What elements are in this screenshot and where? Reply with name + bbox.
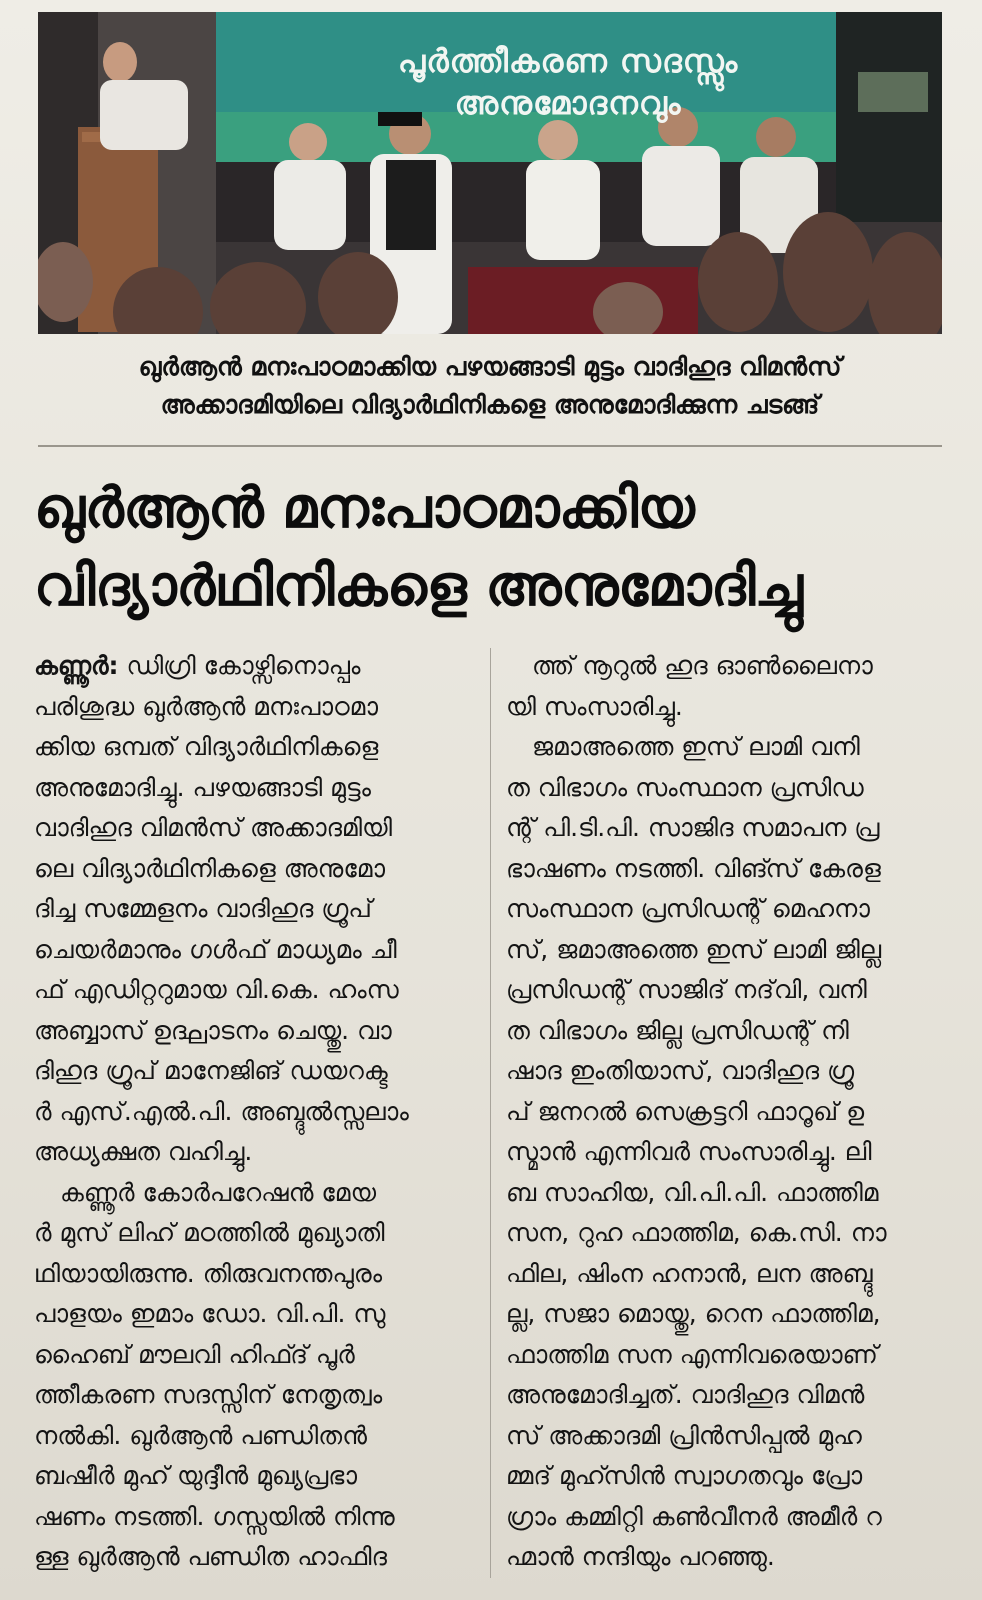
- article-line: അനുമോദിച്ചത്. വാദിഹുദ വിമൻ: [506, 1380, 865, 1409]
- article-line: കണ്ണൂർ: ഡിഗ്രി കോഴ്സിനൊപ്പം: [34, 651, 361, 680]
- article-line: അബ്ബാസ് ഉദ്ഘാടനം ചെയ്തു. വാ: [34, 1015, 392, 1045]
- article-line: ഷാദ ഇംതിയാസ്, വാദിഹുദ ഗ്രൂ: [506, 1056, 855, 1085]
- article-line: ഭാഷണം നടത്തി. വിങ്സ് കേരള: [506, 853, 881, 883]
- article-line: അധ്യക്ഷത വഹിച്ചു.: [34, 1137, 253, 1166]
- caption-line-1: ഖുർആൻ മനഃപാഠമാക്കിയ പഴയങ്ങാടി മുട്ടം വാദിഹുദ വിമൻസ്: [138, 352, 842, 381]
- banner-line-2: അനുമോദനവും: [454, 84, 682, 122]
- article-line: പാളയം ഇമാം ഡോ. വി.പി. സു: [34, 1299, 386, 1328]
- article-line: ഹ്മാൻ നന്ദിയും പറഞ്ഞു.: [506, 1542, 775, 1571]
- article-line: ചെയർമാനും ഗൾഫ് മാധ്യമം ചീ: [34, 934, 397, 964]
- article-line: പ്രസിഡന്റ് സാജിദ് നദ്‌വി, വനി: [506, 975, 867, 1004]
- article-line: ലെ വിദ്യാർഥിനികളെ അനുമോ: [34, 853, 386, 883]
- headline-line-1: ഖുർആൻ മനഃപാഠമാക്കിയ: [34, 476, 695, 541]
- article-line: ദിച്ച സമ്മേളനം വാദിഹുദ ഗ്രൂപ്: [34, 894, 372, 923]
- article-line: ഫ് എഡിറ്ററുമായ വി.കെ. ഹംസ: [34, 975, 399, 1004]
- article-line: ത്തീകരണ സദസ്സിന് നേതൃത്വം: [34, 1380, 383, 1409]
- article-line: യി സംസാരിച്ചു.: [506, 691, 683, 721]
- article-column-right: [506, 646, 942, 1578]
- article-line: ഫില, ഷിംന ഹനാൻ, ലന അബ്ദു: [506, 1258, 873, 1288]
- banner-line-1: പൂർത്തീകരണ സദസ്സും: [397, 42, 739, 80]
- article-line: ർ മുസ് ലിഹ് മഠത്തിൽ മുഖ്യാതി: [34, 1218, 385, 1247]
- article-line: കണ്ണൂർ കോർപറേഷൻ മേയ: [60, 1177, 376, 1207]
- article-line: ഷണം നടത്തി. ഗസ്സയിൽ നിന്നു: [34, 1501, 395, 1531]
- article-line: സന, റുഹ ഫാത്തിമ, കെ.സി. നാ: [506, 1218, 887, 1247]
- article-line: സ് അക്കാദമി പ്രിൻസിപ്പൽ മുഹ: [506, 1420, 862, 1450]
- headline: [34, 470, 944, 626]
- article-line: ത്ത് നൂറുൽ ഹുദ ഓൺലൈനാ: [532, 651, 873, 680]
- section-divider: [38, 445, 942, 447]
- column-divider: [490, 648, 491, 1578]
- article-line: ർ എസ്.എൽ.പി. അബ്ദുൽസ്സലാം: [34, 1096, 409, 1126]
- article-line: ത വിഭാഗം സംസ്ഥാന പ്രസിഡ: [506, 772, 864, 802]
- article-line: ഫാത്തിമ സന എന്നിവരെയാണ്: [506, 1339, 878, 1369]
- article-line: ല്ല, സജാ മൊയ്തു, റെന ഫാത്തിമ,: [506, 1299, 881, 1328]
- event-photo: [38, 12, 942, 334]
- photo-caption: [40, 348, 940, 424]
- article-column-left: [34, 646, 474, 1578]
- article-line: ക്കിയ ഒമ്പത് വിദ്യാർഥിനികളെ: [34, 732, 379, 761]
- article-line: വാദിഹുദ വിമൻസ് അക്കാദമിയി: [34, 813, 393, 842]
- article-line: ഹൈബ് മൗലവി ഹിഫ്ദ് പൂർ: [34, 1339, 355, 1369]
- article-line: ദിഹുദ ഗ്രൂപ് മാനേജിങ് ഡയറക്ട: [34, 1056, 388, 1085]
- dateline: കണ്ണൂർ:: [34, 651, 119, 680]
- caption-line-2: അക്കാദമിയിലെ വിദ്യാർഥിനികളെ അനുമോദിക്കുന്ന ചടങ്ങ്: [160, 390, 820, 419]
- article-line: ജമാഅത്തെ ഇസ് ലാമി വനി: [532, 732, 860, 761]
- article-line: മ്മദ് മുഹ്സിൻ സ്വാഗതവും പ്രോ: [506, 1461, 863, 1490]
- article-line: ത വിഭാഗം ജില്ല പ്രസിഡന്റ് നി: [506, 1015, 849, 1045]
- article-line: ഗ്രാം കമ്മിറ്റി കൺവീനർ അമീർ റ: [506, 1501, 882, 1531]
- headline-line-2: വിദ്യാർഥിനികളെ അനുമോദിച്ചു: [34, 554, 803, 619]
- article-line: പരിശുദ്ധ ഖുർആൻ മനഃപാഠമാ: [34, 691, 378, 721]
- article-line: ള്ള ഖുർആൻ പണ്ഡിത ഹാഫിദ: [34, 1542, 387, 1571]
- article-line: ഥിയായിരുന്നു. തിരുവനന്തപുരം: [34, 1258, 383, 1288]
- article-line: സംസ്ഥാന പ്രസിഡന്റ് മെഹനാ: [506, 894, 870, 923]
- article-line: സ്മാൻ എന്നിവർ സംസാരിച്ചു. ലി: [506, 1137, 872, 1166]
- article-line: ബ സാഹിയ, വി.പി.പി. ഫാത്തിമ: [506, 1177, 879, 1207]
- article-line: നൽകി. ഖുർആൻ പണ്ഡിതൻ: [34, 1420, 367, 1450]
- banner-text: [288, 40, 848, 124]
- article-line: ന്റ് പി.ടി.പി. സാജിദ സമാപന പ്ര: [506, 813, 880, 842]
- article-line: ബഷീർ മുഹ് യുദ്ദീൻ മുഖ്യപ്രഭാ: [34, 1461, 357, 1490]
- article-line: സ്, ജമാഅത്തെ ഇസ് ലാമി ജില്ല: [506, 934, 882, 964]
- article-line: അനുമോദിച്ചു. പഴയങ്ങാടി മുട്ടം: [34, 772, 371, 802]
- article-line: പ് ജനറൽ സെക്രട്ടറി ഫാറൂഖ് ഉ: [506, 1096, 865, 1126]
